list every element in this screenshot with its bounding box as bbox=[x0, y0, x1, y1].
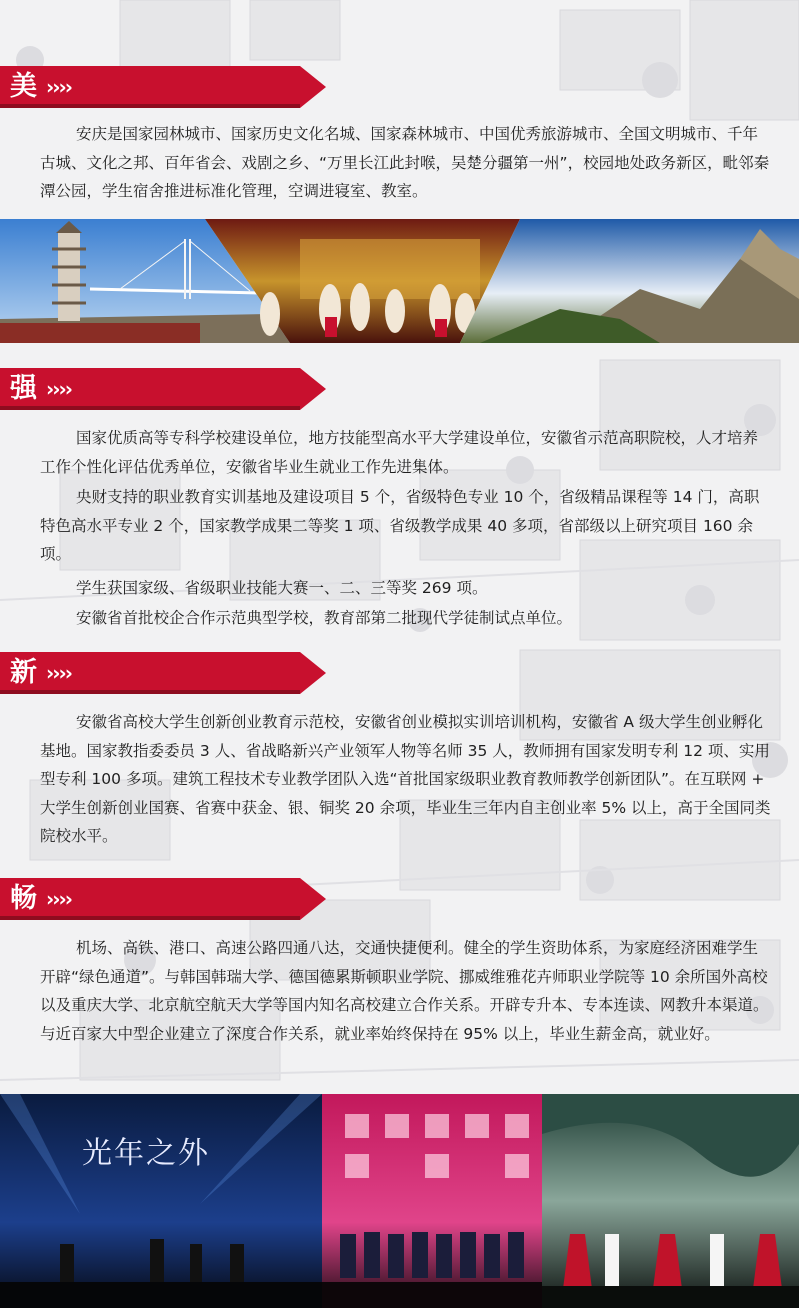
section-title: 新 bbox=[10, 657, 37, 688]
section-title: 畅 bbox=[10, 883, 37, 914]
chevrons-icon: ›››› bbox=[46, 887, 71, 911]
photo-recital bbox=[542, 1094, 799, 1308]
section-title: 美 bbox=[10, 71, 37, 102]
section-banner-qiang bbox=[0, 366, 330, 412]
photo-strip-city bbox=[0, 219, 799, 343]
section-qiang-paragraph-2: 央财支持的职业教育实训基地及建设项目 5 个，省级特色专业 10 个，省级精品课程等 14 门，高职特色高水平专业 2 个，国家教学成果二等奖 1 项、省级教学成果 40 多项，省部级以上研究项目 160 余项。 bbox=[40, 488, 760, 563]
concert-screen-text: 光年之外 bbox=[82, 1136, 210, 1171]
section-chang-paragraph: 机场、高铁、港口、高速公路四通八达，交通快捷便利。健全的学生资助体系，为家庭经济困难学生开辟“绿色通道”。与韩国韩瑞大学、德国德累斯顿职业学院、挪威维雅花卉师职业学院等 10 余所国外高校以及重庆大学、北京航空航天大学等国内知名高校建立合作关系。开辟专升本、专本连读、网教升本渠道。与近百家大中型企业建立了深度合作关系，就业率始终保持在 95% 以上，毕业生薪金高，就业好。 bbox=[40, 939, 769, 1043]
section-banner-chang bbox=[0, 876, 330, 922]
section-mei-paragraph: 安庆是国家园林城市、国家历史文化名城、国家森林城市、中国优秀旅游城市、全国文明城市、千年古城、文化之邦、百年省会、戏剧之乡、“万里长江此封喉，吴楚分疆第一州”，校园地处政务新区，毗邻秦潭公园，学生宿舍推进标准化管理，空调进寝室、教室。 bbox=[40, 125, 770, 200]
photo-strip-events bbox=[0, 1094, 799, 1308]
section-title: 强 bbox=[10, 373, 37, 404]
photo-choir bbox=[322, 1094, 542, 1308]
section-qiang-paragraph-3: 学生获国家级、省级职业技能大赛一、二、三等奖 269 项。 bbox=[76, 579, 488, 597]
chevrons-icon: ›››› bbox=[46, 75, 71, 99]
section-xin-paragraph: 安徽省高校大学生创新创业教育示范校，安徽省创业模拟实训培训机构，安徽省 A 级大学生创业孵化基地。国家教指委委员 3 人、省战略新兴产业领军人物等名师 35 人，教师拥有国家发明专利 12 项、实用型专利 100 多项。建筑工程技术专业教学团队入选“首批国家级职业教育教师教学创新团队”。在互联网 + 大学生创新创业国赛、省赛中获金、银、铜奖 20 余项，毕业生三年内自主创业率 5% 以上，高于全国同类院校水平。 bbox=[40, 713, 771, 845]
section-qiang-paragraph-1: 国家优质高等专科学校建设单位，地方技能型高水平大学建设单位，安徽省示范高职院校，人才培养工作个性化评估优秀单位，安徽省毕业生就业工作先进集体。 bbox=[40, 429, 759, 476]
section-qiang-paragraph-4: 安徽省首批校企合作示范典型学校，教育部第二批现代学徒制试点单位。 bbox=[76, 609, 573, 627]
section-banner-mei bbox=[0, 64, 330, 110]
photo-concert bbox=[0, 1094, 322, 1308]
chevrons-icon: ›››› bbox=[46, 377, 71, 401]
chevrons-icon: ›››› bbox=[46, 661, 71, 685]
section-banner-xin bbox=[0, 650, 330, 696]
